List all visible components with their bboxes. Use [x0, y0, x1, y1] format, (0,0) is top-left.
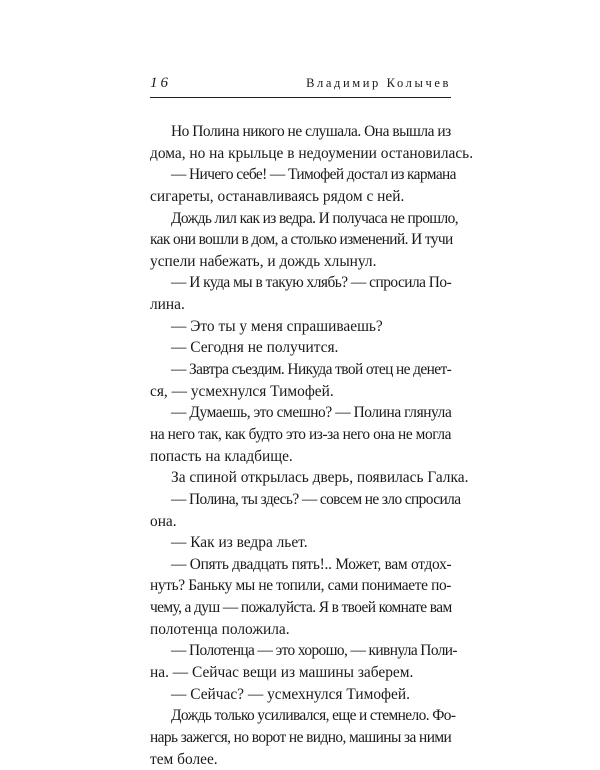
text-line: на. — Сейчас вещи из машины заберем. [150, 664, 414, 682]
text-line: — Полотенца — это хорошо, — кивнула Поли- [171, 642, 457, 660]
text-line: чему, а душ — пожалуйста. Я в твоей комнате вам [150, 599, 452, 617]
text-line: на него так, как будто это из-за него она не могла [150, 425, 452, 443]
text-line: — Сейчас? — усмехнулся Тимофей. [171, 685, 410, 703]
text-line: тем более. [150, 750, 218, 768]
text-line: — Как из ведра льет. [171, 534, 308, 552]
text-line: нуть? Баньку мы не топили, сами понимаете по- [150, 577, 452, 595]
body-text [150, 121, 474, 770]
text-line: она. [150, 512, 177, 530]
text-line: попасть на кладбище. [150, 447, 293, 465]
text-line: — Думаешь, это смешно? — Полина глянула [171, 404, 452, 422]
author-name: Владимир Колычев [306, 76, 451, 90]
text-line: сигареты, останавливаясь рядом с ней. [150, 187, 405, 205]
text-line: Дождь лил как из ведра. И получаса не прошло, [171, 209, 458, 227]
text-line: как они вошли в дом, а столько изменений. И тучи [150, 231, 453, 249]
text-line: полотенца положила. [150, 620, 290, 638]
text-line: — Ничего себе! — Тимофей достал из кармана [171, 166, 456, 184]
text-line: успели набежать, и дождь хлынул. [150, 252, 377, 270]
text-line: — Опять двадцать пять!.. Может, вам отдох- [171, 555, 452, 573]
text-line: ся, — усмехнулся Тимофей. [150, 382, 334, 400]
text-line: нарь зажегся, но ворот не видно, машины за ними [150, 728, 452, 746]
running-head [150, 75, 451, 98]
page-number: 16 [150, 75, 171, 91]
text-line: — И куда мы в такую хлябь? — спросила По- [171, 274, 452, 292]
text-line: — Завтра съездим. Никуда твой отец не денет- [171, 361, 452, 379]
text-line: Дождь только усиливался, еще и стемнело. Фо- [171, 707, 456, 725]
text-line: — Это ты у меня спрашиваешь? [171, 317, 383, 335]
text-line: лина. [150, 296, 185, 314]
text-line: дома, но на крыльце в недоумении остановилась. [150, 144, 474, 162]
text-line: Но Полина никого не слушала. Она вышла из [171, 123, 451, 140]
text-line: — Сегодня не получится. [171, 339, 339, 357]
text-line: — Полина, ты здесь? — совсем не зло спросила [171, 490, 461, 508]
text-line: За спиной открылась дверь, появилась Галка. [171, 469, 469, 487]
